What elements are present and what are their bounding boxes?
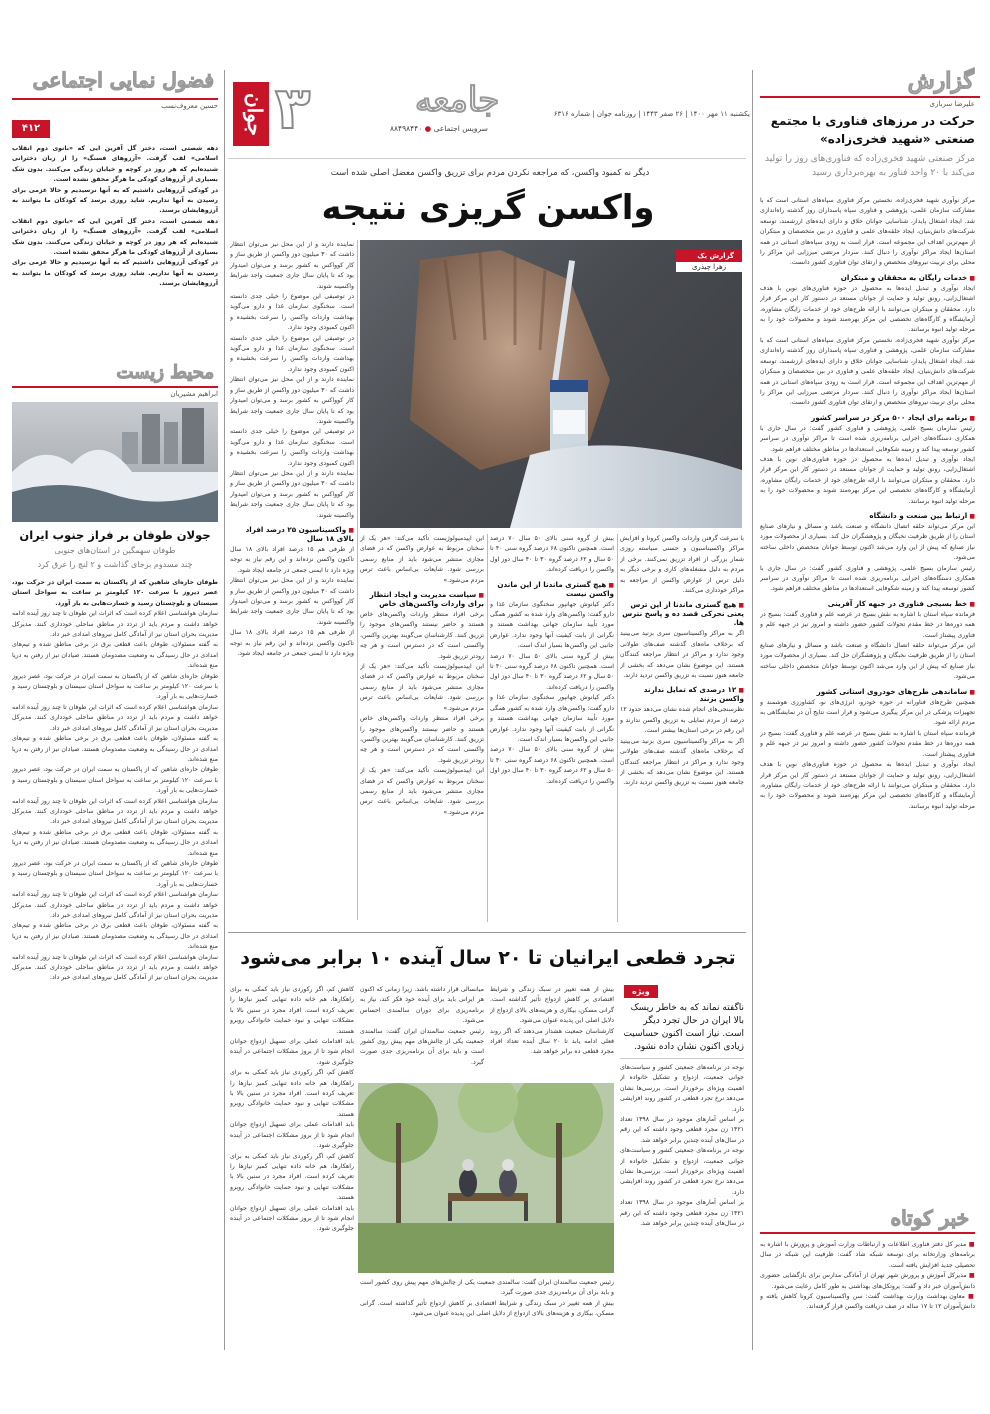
env-text-3: به گفته مسئولان، طوفان باعث قطعی برق در برخی مناطق شده و تیم‌های امدادی در حال رسیدگی به وضعیت مصدومان هستند. صیادان نیز از رفتن به دریا منع شده‌اند. [12,641,218,670]
env-subtitle-1: طوفان سهمگین در استان‌های جنوبی [54,546,176,555]
report-header-label: گزارش [907,68,974,94]
env-text-10: طوفان حاره‌ای شاهین که از پاکستان به سمت ایران در حرکت بود، عصر دیروز با سرعت ۱۲۰ کیلومتر بر ساعت به سواحل استان سیستان و بلوچستان رسید و خسارت‌هایی به بار آورد. [12,859,218,888]
main-col-2-text-b: دکتر کیانوش جهانپور سخنگوی سازمان غذا و دارو گفت: واکسن‌های وارد شده به کشور همگی مورد تأیید سازمان جهانی بهداشت هستند و نگرانی از بابت کیفیت آنها وجود ندارد. عوارض جانبی این واکسن‌ها بسیار اندک است. [490,600,614,650]
main-col-4-text-d: نماینده دارند و از این محل نیز می‌توان انتظار داشت که ۳۰ میلیون دوز واکسن از طریق ساز و کار کوواکس به کشور برسد و می‌توان امیدوار بود که تا پایان سال جاری جمعیت واجد شرایط واکسینه شوند. [230,376,354,425]
left-column-divider [224,70,225,1350]
main-col-2-text: بیش از گروه سنی بالای ۵۰ سال ۷۰ درصد است. همچنین تاکنون ۶۸ درصد گروه سنی ۴۰ تا ۵۰ سال و ۶۲ درصد گروه ۳۰ تا ۴۰ سال دوز اول واکسن را دریافت کرده‌اند. [490,535,614,574]
news-brief-label: خبر کوتاه [890,1206,969,1230]
second-col-3-text-b: رئیس جمعیت سالمندان ایران گفت: سالمندی جمعیت یکی از چالش‌های مهم پیش روی کشور است و باید برای آن برنامه‌ریزی جدی صورت گیرد. [360,1027,484,1066]
main-col-3-text-b: برخی افراد منتظر واردات واکسن‌های خاص هستند و حاضر نیستند واکسن‌های موجود را تزریق کنند. کارشناسان می‌گویند بهترین واکسن، واکسنی است که در دسترس است و هر چه زودتر تزریق شود. [360,611,484,660]
second-col-1-text-c: نوجه در برنامه‌های جمعیتی کشور و سیاست‌های جوانی جمعیت، ازدواج و تشکیل خانواده از اهمیت ویژه‌ای برخوردار است. بررسی‌ها نشان می‌دهد نرخ تجرد قطعی در کشور روند افزایشی دارد. [620,1147,744,1196]
main-headline: واکسن گریزی نتیجه [321,188,655,228]
number-badge: ۴۱۲ [12,120,50,138]
main-col-1-text-c: نظرسنجی‌های انجام شده نشان می‌دهد حدود ۱۲ درصد از مردم تمایلی به تزریق واکسن ندارند و این رقم در برخی استان‌ها بیشتر است. [620,706,744,735]
second-col-1-text-b: بر اساس آمارهای موجود در سال ۱۳۹۸ تعداد ۱۴۲۱ زن مجرد قطعی وجود داشته که این رقم در سال‌های آینده چندین برابر خواهد شد. [620,1116,744,1144]
main-col-1-subhead-2: ■ ۱۲ درصدی که تمایل ندارند واکسن بزنند [620,685,744,703]
main-col-1 [620,534,744,922]
byline-box [676,250,742,272]
second-col-4-text-b: باید اقدامات عملی برای تسهیل ازدواج جوانان انجام شود تا از بروز مشکلات اجتماعی در آینده جلوگیری شود. [230,1038,354,1066]
env-header-label: محیط زیست [116,362,214,383]
main-col-3-text-c: این اپیدمیولوژیست تأکید می‌کند: «هر یک از سخنان مربوط به عوارض واکسن که در فضای مجازی منتشر می‌شود باید از منابع رسمی بررسی شود. شایعات بی‌اساس باعث ترس مردم می‌شود.» [360,663,484,712]
second-col-4-text-d: باید اقدامات عملی برای تسهیل ازدواج جوانان انجام شود تا از بروز مشکلات اجتماعی در آینده جلوگیری شود. [230,1121,354,1150]
report-text-5: فرمانده سپاه استان با اشاره به نقش بسیج در عرصه علم و فناوری گفت: بسیج در همه دوره‌ها در خط مقدم تحولات کشور حضور داشته و امروز نیز در جبهه علم و فناوری پیشتاز است. [760,610,975,639]
report-text-5b: این مرکز می‌تواند حلقه اتصال دانشگاه و صنعت باشد و مسائل و نیازهای صنایع استان را از طریق ظرفیت نخبگان و پژوهشگران حل کند. بسیاری از محصولات مورد نیاز صنایع که پیش از این وارد می‌شد اکنون توسط جوانان متخصص داخلی ساخته می‌شود. [760,642,975,681]
second-col-1-text: نوجه در برنامه‌های جمعیتی کشور و سیاست‌های جوانی جمعیت، ازدواج و تشکیل خانواده از اهمیت ویژه‌ای برخوردار است. بررسی‌ها نشان می‌دهد نرخ تجرد قطعی در کشور روند افزایشی دارد. [620,1064,744,1113]
second-col-4-text-e: کاهش کم، اگر رکوردی نیاز باید کمکی به برای راهکارها، هم خانه داده تنهایی کمیز نیازها را تعریف کرده است. افراد مجرد در سنین بالا با مشکلات تنهایی و نبود حمایت خانوادگی روبرو هستند. [230,1152,354,1202]
main-col-3-text-d: برخی افراد منتظر واردات واکسن‌های خاص هستند و حاضر نیستند واکسن‌های موجود را تزریق کنند. کارشناسان می‌گویند بهترین واکسن، واکسنی است که در دسترس است و هر چه زودتر تزریق شود. [360,715,484,764]
second-tag: ویژه [624,985,658,998]
masthead [225,70,750,160]
masthead-divider [228,158,746,159]
vaccine-illustration [360,240,742,528]
second-col-3-lower [360,1278,614,1348]
report-text-2: ایجاد نوآوری و تبدیل ایده‌ها به محصول در حوزه فناوری‌های نوین با هدف اشتغال‌زایی، رونق تولید و حمایت از جوانان مستعد در دستور کار این مرکز قرار دارد. محققان و مبتکران می‌توانند با ارائه طرح‌های خود از خدمات رایگان مشاوره، آزمایشگاه و کارگاه‌های تخصصی این مرکز بهره‌مند شوند و محصولات خود را به مرحله تولید انبوه برسانند. [760,284,975,334]
second-headline: تجرد قطعی ایرانیان تا ۲۰ سال آینده ۱۰ برابر می‌شود [240,947,736,969]
env-subtitle-2: چند مسدوم برجای گذاشت و ۲ لنچ را غرق کرد [37,560,193,569]
report-text-4b: رئیس سازمان بسیج علمی، پژوهشی و فناوری کشور گفت: در سال جاری با همکاری دستگاه‌های اجرایی برنامه‌ریزی شده است تا مراکز نوآوری در سراسر کشور توسعه پیدا کند و زمینه شکوفایی استعدادها در مناطق مختلف فراهم شود. [760,564,975,593]
second-col-4-text-f: باید اقدامات عملی برای تسهیل ازدواج جوانان انجام شود تا از بروز مشکلات اجتماعی در آینده جلوگیری شود. [230,1204,354,1233]
left-text-4: در کودکی آرزوهایی داشتیم که به آنها نرسیدیم و حالا عزمی برای رسیدن به آنها نداریم. شاید روزی برسد که کودکان ما بتوانند به آرزوهایشان برسند. [12,259,218,288]
main-col-3-text: این اپیدمیولوژیست تأکید می‌کند: «هر یک از سخنان مربوط به عوارض واکسن که در فضای مجازی منتشر می‌شود باید از منابع رسمی بررسی شود. شایعات بی‌اساس باعث ترس مردم می‌شود.» [360,535,484,584]
storm-photo [12,402,218,522]
right-column-divider [752,70,753,1350]
second-col-3 [360,985,484,1080]
main-kicker: دیگر نه کمبود واکسن، که مراجعه نکردن مردم برای تزریق واکسن معضل اصلی شده است [330,168,650,178]
main-col-4-text-h: نماینده دارند و از این محل نیز می‌توان انتظار داشت که ۳۰ میلیون دوز واکسن از طریق ساز و کار کوواکس به کشور برسد و می‌توان امیدوار بود که تا پایان سال جاری جمعیت واجد شرایط واکسینه شوند. [230,577,354,626]
second-col-2 [490,985,614,1080]
col-divider [357,240,358,920]
report-subhead-3: ■ ارتباط بین صنعت و دانشگاه [760,511,975,520]
main-col-4-subhead: ■ واکسیناسیون ۲۵ درصد افراد بالای ۱۸ سال [230,525,354,543]
left-text-3: دهه شصتی است، دختر گل آفرین ایی که «بانوی دوم انقلاب اسلامی» لقب گرفت. «آرزوهای فسنگ» را از زبان دخترانی شنیده‌ایم که هر روز در کوچه و خیابان زندگی می‌کنند. بدون شک بسیاری از آرزوهای کودکی ما هرگز محقق نشده است. [12,217,218,257]
env-text-7: طوفان حاره‌ای شاهین که از پاکستان به سمت ایران در حرکت بود، عصر دیروز با سرعت ۱۲۰ کیلومتر بر ساعت به سواحل استان سیستان و بلوچستان رسید و خسارت‌هایی به بار آورد. [12,766,218,795]
storm-illustration [12,402,218,522]
second-col-4-text-c: کاهش کم، اگر رکوردی نیاز باید کمکی به برای راهکارها، هم خانه داده تنهایی کمیز نیازها را تعریف کرده است. افراد مجرد در سنین بالا با مشکلات تنهایی و نبود حمایت خانوادگی روبرو هستند. [230,1069,354,1118]
main-col-4-text-b: در توصیفی این موضوع را خیلی جدی دانسته است. سخنگوی سازمان غذا و دارو می‌گوید بهداشت واردات واکسن را سرعت بخشیده و اکنون کمبودی وجود ندارد. [230,293,354,332]
second-col-1 [620,985,744,1345]
main-col-4-text-f: نماینده دارند و از این محل نیز می‌توان انتظار داشت که ۳۰ میلیون دوز واکسن از طریق ساز و کار کوواکس به کشور برسد و می‌توان امیدوار بود که تا پایان سال جاری جمعیت واجد شرایط واکسینه شوند. [230,469,354,519]
second-col-4 [230,985,354,1345]
main-col-4-text: نماینده دارند و از این محل نیز می‌توان انتظار داشت که ۳۰ میلیون دوز واکسن از طریق ساز و کار کوواکس به کشور برسد و می‌توان امیدوار بود که تا پایان سال جاری جمعیت واجد شرایط واکسینه شوند. [230,241,354,290]
second-col-1-text-d: بر اساس آمارهای موجود در سال ۱۳۹۸ تعداد ۱۴۲۱ زن مجرد قطعی وجود داشته که این رقم در سال‌های آینده چندین برابر خواهد شد. [620,1199,744,1228]
second-lower-text-b: بیش از همه تغییر در سبک زندگی و شرایط اقتصادی بر کاهش ازدواج تأثیر گذاشته است. گرانی مسکن، بیکاری و هزینه‌های بالای ازدواج از دلایل اصلی این پدیده عنوان می‌شود. [360,1299,614,1318]
second-lower-text: رئیس جمعیت سالمندان ایران گفت: سالمندی جمعیت یکی از چالش‌های مهم پیش روی کشور است و باید برای آن برنامه‌ریزی جدی صورت گیرد. [360,1279,614,1297]
second-col-2-text: بیش از همه تغییر در سبک زندگی و شرایط اقتصادی بر کاهش ازدواج تأثیر گذاشته است. گرانی مسکن، بیکاری و هزینه‌های بالای ازدواج از دلایل اصلی این پدیده عنوان می‌شود. [490,986,614,1025]
main-col-4 [230,240,354,920]
env-text-9: به گفته مسئولان، طوفان باعث قطعی برق در برخی مناطق شده و تیم‌های امدادی در حال رسیدگی به وضعیت مصدومان هستند. صیادان نیز از رفتن به دریا منع شده‌اند. [12,828,218,857]
left-header-label: فضول نمایی اجتماعی [32,68,214,92]
left-text-2: در کودکی آرزوهایی داشتیم که به آنها نرسیدیم و حالا عزمی برای رسیدن به آنها نداریم. شاید روزی برسد که کودکان ما بتوانند به آرزوهایشان برسند. [12,186,218,215]
page-number: ۳ [275,74,311,142]
main-col-3 [360,534,484,922]
news-brief-list [760,1240,975,1352]
news-brief-item: ■ معاون بهداشت وزارت بهداشت گفت: سن واکسیناسیون کرونا کاهش یافته و دانش‌آموزان ۱۲ تا ۱۷ ساله در صف دریافت واکسن قرار گرفته‌اند. [760,1293,975,1311]
pull-quote: ناگفته نماند که به خاطر ریسک بالا ایران در حال تجرد دیگر است. نیاز است اکنون حساسیت زیادی اکنون نشان داده نشود. [620,1002,744,1059]
second-story-top-rule [228,932,746,933]
main-col-2-text-c: بیش از گروه سنی بالای ۵۰ سال ۷۰ درصد است. همچنین تاکنون ۶۸ درصد گروه سنی ۴۰ تا ۵۰ سال و ۶۲ درصد گروه ۳۰ تا ۴۰ سال دوز اول واکسن را دریافت کرده‌اند. [490,652,614,691]
report-subhead-2: ■ برنامه برای ایجاد ۵۰۰ مرکز در سراسر کشور [760,413,975,422]
report-text-1: مرکز نوآوری شهید فخری‌زاده، نخستین مرکز فناوری سپاه‌های استانی است که با مشارکت سازمان علمی، پژوهشی و فناوری سپاه پاسداران روز گذشته راه‌اندازی شد. ایجاد اشتغال پایدار، شناسایی جوانان خلاق و دارای ایده‌های ارزشمند، توسعه شرکت‌های دانش‌بنیان، ایجاد حلقه‌های علمی و فناوری در بین متخصصان و مبتکران از مهم‌ترین اهداف این مجموعه است. قرار است به زودی سپاه‌های استانی در همه استان‌ها ایجاد مراکز نوآوری را دنبال کنند. سردار مرتضی میرزایی این مراکز را محلی برای تربیت نیروهای متخصص و ارتقای توان فناوری کشور دانست. [760,197,975,267]
env-text-13: سازمان هواشناسی اعلام کرده است که اثرات این طوفان تا چند روز آینده ادامه خواهد داشت و مردم باید از تردد در مناطق ساحلی خودداری کنند. مدیرکل مدیریت بحران استان نیز از آمادگی کامل نیروهای امدادی خبر داد. [12,953,218,982]
main-col-2-text-e: بیش از گروه سنی بالای ۵۰ سال ۷۰ درصد است. همچنین تاکنون ۶۸ درصد گروه سنی ۴۰ تا ۵۰ سال و ۶۲ درصد گروه ۳۰ تا ۴۰ سال دوز اول واکسن را دریافت کرده‌اند. [490,746,614,785]
vaccine-photo [360,240,742,528]
second-col-3-text: میانسالی قرار داشته باشد. زیرا زمانی که اکنون هر ایرانی باید برای آینده خود فکر کند، نیاز به برنامه‌ریزی برای دوران سالمندی احساس می‌شود. [360,986,484,1025]
main-col-1-text: با سرعت گرفتن واردات واکسن کرونا و افزایش مراکز واکسیناسیون و حسنی سیاسته روزی شمار بزرگی از افراد تزریق نمی‌کنند. برخی از مردم به دلیل مشغله‌های کاری و برخی دیگر به دلیل ترس از عوارض واکسن از مراجعه به مراکز خودداری می‌کنند. [620,535,744,595]
report-header [760,68,980,98]
main-col-3-text-e: این اپیدمیولوژیست تأکید می‌کند: «هر یک از سخنان مربوط به عوارض واکسن که در فضای مجازی منتشر می‌شود باید از منابع رسمی بررسی شود. شایعات بی‌اساس باعث ترس مردم می‌شود.» [360,767,484,816]
main-col-3-subhead: ■ سیاست مدیریت و ایجاد انتظار برای واردات واکسن‌های خاص [360,590,484,608]
left-body [12,144,218,354]
env-text-5: سازمان هواشناسی اعلام کرده است که اثرات این طوفان تا چند روز آینده ادامه خواهد داشت و مردم باید از تردد در مناطق ساحلی خودداری کنند. مدیرکل مدیریت بحران استان نیز از آمادگی کامل نیروهای امدادی خبر داد. [12,703,218,732]
main-col-4-text-g: از طرفی هم ۱۵ درصد افراد بالای ۱۸ سال تاکنون واکسن نزده‌اند و این رقم نیاز به توجه ویژه دارد تا ایمنی جمعی در جامعه ایجاد شود. [230,545,354,574]
report-text-6b: فرمانده سپاه استان با اشاره به نقش بسیج در عرصه علم و فناوری گفت: بسیج در همه دوره‌ها در خط مقدم تحولات کشور حضور داشته و امروز نیز در جبهه علم و فناوری پیشتاز است. [760,729,975,758]
env-title: جولان طوفان بر فراز جنوب ایران [19,528,211,542]
env-text-12: به گفته مسئولان، طوفان باعث قطعی برق در برخی مناطق شده و تیم‌های امدادی در حال رسیدگی به وضعیت مصدومان هستند. صیادان نیز از رفتن به دریا منع شده‌اند. [12,922,218,951]
byline-tag: گزارش یک [676,250,742,262]
main-col-4-text-i: از طرفی هم ۱۵ درصد افراد بالای ۱۸ سال تاکنون واکسن نزده‌اند و این رقم نیاز به توجه ویژه دارد تا ایمنی جمعی در جامعه ایجاد شود. [230,629,354,658]
env-author: ابراهیم مشیریان [170,390,218,398]
main-col-4-text-e: در توصیفی این موضوع را خیلی جدی دانسته است. سخنگوی سازمان غذا و دارو می‌گوید بهداشت واردات واکسن را سرعت بخشیده و اکنون کمبودی وجود ندارد. [230,428,354,467]
park-illustration [358,1083,614,1273]
env-text-2: سازمان هواشناسی اعلام کرده است که اثرات این طوفان تا چند روز آینده ادامه خواهد داشت و مردم باید از تردد در مناطق ساحلی خودداری کنند. مدیرکل مدیریت بحران استان نیز از آمادگی کامل نیروهای امدادی خبر داد. [12,610,218,639]
col-divider [617,534,618,922]
env-text-4: طوفان حاره‌ای شاهین که از پاکستان به سمت ایران در حرکت بود، عصر دیروز با سرعت ۱۲۰ کیلومتر بر ساعت به سواحل استان سیستان و بلوچستان رسید و خسارت‌هایی به بار آورد. [12,672,218,701]
news-brief-item: ■ مدیر کل دفتر فناوری اطلاعات و ارتباطات وزارت آموزش و پرورش با اشاره به برنامه‌های وزارتخانه برای توسعه شبکه شاد گفت: ظرفیت این شبکه در سال تحصیلی جدید افزایش یافته است. [760,1241,975,1269]
news-brief-header [760,1206,975,1234]
col-divider [487,534,488,922]
report-subhead-5: ■ ساماندهی طرح‌های خودروی استانی کشور [760,687,975,696]
env-body [12,578,218,1350]
second-col-4-text: کاهش کم، اگر رکوردی نیاز باید کمکی به برای راهکارها، هم خانه داده تنهایی کمیز نیازها را تعریف کرده است. افراد مجرد در سنین بالا با مشکلات تنهایی و نبود حمایت خانوادگی روبرو هستند. [230,986,354,1035]
park-photo [358,1083,614,1273]
report-text-6: همچنین طرح‌های فناورانه در حوزه خودرو، انرژی‌های نو، کشاورزی هوشمند و تجهیزات پزشکی در این مرکز پیگیری می‌شود و قرار است نتایج آن در نمایشگاهی به مردم ارائه شود. [760,698,975,727]
env-text-1: طوفان حاره‌ای شاهین که از پاکستان به سمت ایران در حرکت بود، عصر دیروز با سرعت ۱۲۰ کیلومتر بر ساعت به سواحل استان سیستان و بلوچستان رسید و خسارت‌هایی به بار آورد. [12,579,218,607]
second-col-2-text-b: کارشناسان جمعیت هشدار می‌دهند که اگر روند فعلی ادامه یابد تا ۲۰ سال آینده تعداد افراد مجرد قطعی ده برابر خواهد شد. [490,1027,614,1056]
byline-name: زهرا چیذری [676,262,742,272]
env-text-11: سازمان هواشناسی اعلام کرده است که اثرات این طوفان تا چند روز آینده ادامه خواهد داشت و مردم باید از تردد در مناطق ساحلی خودداری کنند. مدیرکل مدیریت بحران استان نیز از آمادگی کامل نیروهای امدادی خبر داد. [12,891,218,919]
left-author: حسین معروف‌نسب [161,102,218,110]
news-brief-item: ■ مدیرکل آموزش و پرورش شهر تهران از آمادگی مدارس برای بازگشایی حضوری دانش‌آموزان خبر داد و گفت: پروتکل‌های بهداشتی به طور کامل رعایت می‌شود. [760,1272,975,1290]
main-col-1-text-d: اگر به مراکز واکسیناسیون سری بزنید می‌بینید که برخلاف ماه‌های گذشته صف‌های طولانی وجود ندارد و مراکز در انتظار مراجعه کنندگان هستند. این موضوع نشان می‌دهد که بخشی از جامعه هنوز نسبت به تزریق واکسن تردید دارند. [620,737,744,787]
report-text-2b: مرکز نوآوری شهید فخری‌زاده، نخستین مرکز فناوری سپاه‌های استانی است که با مشارکت سازمان علمی، پژوهشی و فناوری سپاه پاسداران روز گذشته راه‌اندازی شد. ایجاد اشتغال پایدار، شناسایی جوانان خلاق و دارای ایده‌های ارزشمند، توسعه شرکت‌های دانش‌بنیان، ایجاد حلقه‌های علمی و فناوری در بین متخصصان و مبتکران از مهم‌ترین اهداف این مجموعه است. قرار است به زودی سپاه‌های استانی در همه استان‌ها ایجاد مراکز نوآوری را دنبال کنند. سردار مرتضی میرزایی این مراکز را محلی برای تربیت نیروهای متخصص و ارتقای توان فناوری کشور دانست. [760,336,975,407]
section-title: جامعه [415,80,500,120]
section-subtitle: سرویس اجتماعی ● ۸۸۴۹۸۴۴۰ [390,124,488,133]
main-col-2-text-d: دکتر کیانوش جهانپور سخنگوی سازمان غذا و دارو گفت: واکسن‌های وارد شده به کشور همگی مورد تأیید سازمان جهانی بهداشت هستند و نگرانی از بابت کیفیت آنها وجود ندارد. عوارض جانبی این واکسن‌ها بسیار اندک است. [490,694,614,743]
main-col-2 [490,534,614,922]
report-text-3b: ایجاد نوآوری و تبدیل ایده‌ها به محصول در حوزه فناوری‌های نوین با هدف اشتغال‌زایی، رونق تولید و حمایت از جوانان مستعد در دستور کار این مرکز قرار دارد. محققان و مبتکران می‌توانند با ارائه طرح‌های خود از خدمات رایگان مشاوره، آزمایشگاه و کارگاه‌های تخصصی این مرکز بهره‌مند شوند و محصولات خود را به مرحله تولید انبوه برسانند. [760,455,975,505]
report-subhead-1: ■ خدمات رایگان به محققان و مبتکران [760,273,975,282]
main-col-1-text-b: اگر به مراکز واکسیناسیون سری بزنید می‌بینید که برخلاف ماه‌های گذشته صف‌های طولانی وجود ندارد و مراکز در انتظار مراجعه کنندگان هستند. این موضوع نشان می‌دهد که بخشی از جامعه هنوز نسبت به تزریق واکسن تردید دارند. [620,630,744,680]
main-col-2-subhead: ■ هیچ گستری ماندنا از این ماندن واکسن نیست [490,580,614,598]
report-lead: مرکز صنعتی شهید فخری‌زاده که فناوری‌های روز را تولید می‌کند با ۲۰ واحد فناور به بهره‌برداری رسید [764,154,975,178]
newspaper-logo: جوان [233,82,269,146]
left-text-1: دهه شصتی است، دختر گل آفرین ایی که «بانوی دوم انقلاب اسلامی» لقب گرفت. «آرزوهای فسنگ» را از زبان دخترانی شنیده‌ایم که هر روز در کوچه و خیابان زندگی می‌کنند. بدون شک بسیاری از آرزوهای کودکی ما هرگز محقق نشده است. [12,145,218,184]
left-header [12,66,218,100]
env-header [12,360,218,388]
main-col-1-subhead: ■ هیچ گستری ماندنا از این ترس یعنی نحرکی قصد ده و پاسخ نترس ها. [620,600,744,627]
report-text-6c: ایجاد نوآوری و تبدیل ایده‌ها به محصول در حوزه فناوری‌های نوین با هدف اشتغال‌زایی، رونق تولید و حمایت از جوانان مستعد در دستور کار این مرکز قرار دارد. محققان و مبتکران می‌توانند با ارائه طرح‌های خود از خدمات رایگان مشاوره، آزمایشگاه و کارگاه‌های تخصصی این مرکز بهره‌مند شوند و محصولات خود را به مرحله تولید انبوه برسانند. [760,761,975,810]
env-text-6: به گفته مسئولان، طوفان باعث قطعی برق در برخی مناطق شده و تیم‌های امدادی در حال رسیدگی به وضعیت مصدومان هستند. صیادان نیز از رفتن به دریا منع شده‌اند. [12,735,218,763]
report-title: حرکت در مرزهای فناوری با مجتمع صنعتی «شهید فخری‌زاده» [770,114,975,146]
report-text-3: رئیس سازمان بسیج علمی، پژوهشی و فناوری کشور گفت: در سال جاری با همکاری دستگاه‌های اجرایی برنامه‌ریزی شده است تا مراکز نوآوری در سراسر کشور توسعه پیدا کند و زمینه شکوفایی استعدادها در مناطق مختلف فراهم شود. [760,424,975,453]
report-subhead-4: ■ خط بسیجی فناوری در جبهه کار آفرینی [760,599,975,608]
report-author: علیرضا سربازی [929,100,975,108]
main-col-4-text-c: در توصیفی این موضوع را خیلی جدی دانسته است. سخنگوی سازمان غذا و دارو می‌گوید بهداشت واردات واکسن را سرعت بخشیده و اکنون کمبودی وجود ندارد. [230,334,354,373]
env-text-8: سازمان هواشناسی اعلام کرده است که اثرات این طوفان تا چند روز آینده ادامه خواهد داشت و مردم باید از تردد در مناطق ساحلی خودداری کنند. مدیرکل مدیریت بحران استان نیز از آمادگی کامل نیروهای امدادی خبر داد. [12,797,218,826]
report-text-4: این مرکز می‌تواند حلقه اتصال دانشگاه و صنعت باشد و مسائل و نیازهای صنایع استان را از طریق ظرفیت نخبگان و پژوهشگران حل کند. بسیاری از محصولات مورد نیاز صنایع که پیش از این وارد می‌شد اکنون توسط جوانان متخصص داخلی ساخته می‌شود. [760,522,975,562]
dateline: یکشنبه ۱۱ مهر ۱۴۰۰ | ۲۶ صفر ۱۴۴۳ | روزنامه جوان | شماره ۶۳۱۶ [553,110,750,118]
report-body [760,196,975,1200]
